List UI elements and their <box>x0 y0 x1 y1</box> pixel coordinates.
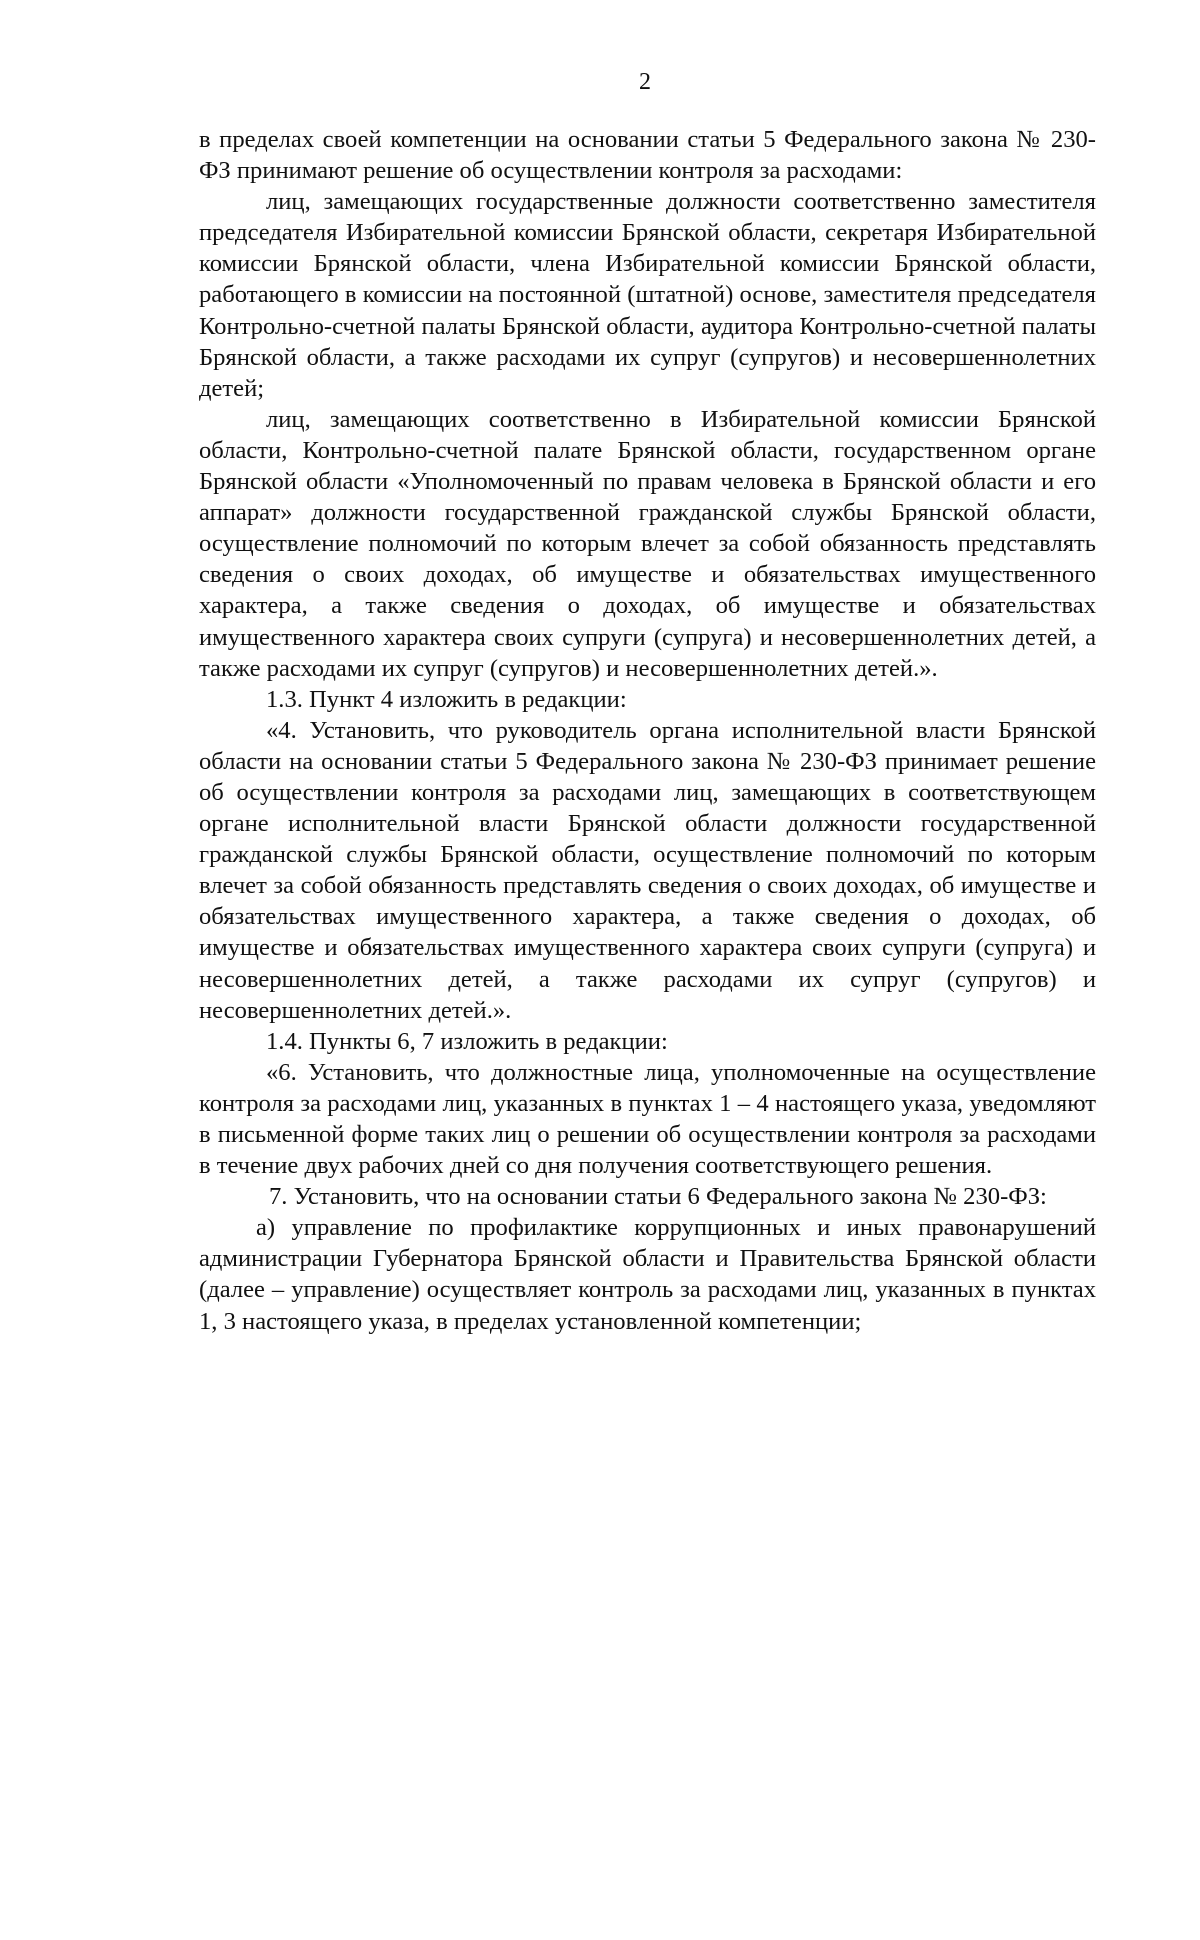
page-number: 2 <box>639 69 651 95</box>
paragraph-state-positions: лиц, замещающих государственные должности соответственно заместителя председателя Избирательной комиссии Брянской области, секретаря Избирательной комиссии Брянской области, члена Избирательной комиссии Брянской области, работающего в комиссии на постоянной (штатной) основе, заместителя председателя Контрольно-счетной палаты Брянской области, аудитора Контрольно-счетной палаты Брянской области, а также расходами их супруг (супругов) и несовершеннолетних детей; <box>199 188 1096 402</box>
paragraph-point-6: «6. Установить, что должностные лица, уполномоченные на осуществление контроля за расходами лиц, указанных в пунктах 1 – 4 настоящего указа, уведомляют в письменной форме таких лиц о решении об осуществлении контроля за расходами в течение двух рабочих дней со дня получения соответствующего решения. <box>199 1058 1096 1180</box>
paragraph-competence-intro: в пределах своей компетенции на основании статьи 5 Федерального закона № 230-ФЗ принимают решение об осуществлении контроля за расходами: <box>199 126 1096 185</box>
paragraph-item-1-4: 1.4. Пункты 6, 7 изложить в редакции: <box>266 1027 668 1055</box>
document-body <box>199 124 1096 1337</box>
paragraph-point-4: «4. Установить, что руководитель органа исполнительной власти Брянской области на основании статьи 5 Федерального закона № 230-ФЗ принимает решение об осуществлении контроля за расходами лиц, замещающих в соответствующем органе исполнительной власти Брянской области должности государственной гражданской службы Брянской области, осуществление полномочий по которым влечет за собой обязанность представлять сведения о своих доходах, об имуществе и обязательствах имущественного характера, а также сведения о доходах, об имуществе и обязательствах имущественного характера своих супруги (супруга) и несовершеннолетних детей, а также расходами их супруг (супругов) и несовершеннолетних детей.». <box>199 716 1096 1024</box>
paragraph-subpoint-a: а) управление по профилактике коррупционных и иных правонарушений администрации Губернатора Брянской области и Правительства Брянской области (далее – управление) осуществляет контроль за расходами лиц, указанных в пунктах 1, 3 настоящего указа, в пределах установленной компетенции; <box>199 1214 1096 1335</box>
paragraph-item-1-3: 1.3. Пункт 4 изложить в редакции: <box>266 685 627 713</box>
paragraph-point-7: 7. Установить, что на основании статьи 6 Федерального закона № 230-ФЗ: <box>269 1183 1047 1211</box>
paragraph-civil-service-positions: лиц, замещающих соответственно в Избирательной комиссии Брянской области, Контрольно-счетной палате Брянской области, государственном органе Брянской области «Уполномоченный по правам человека в Брянской области и его аппарат» должности государственной гражданской службы Брянской области, осуществление полномочий по которым влечет за собой обязанность представлять сведения о своих доходах, об имуществе и обязательствах имущественного характера, а также сведения о доходах, об имуществе и обязательствах имущественного характера своих супруги (супруга) и несовершеннолетних детей, а также расходами их супруг (супругов) и несовершеннолетних детей.». <box>199 405 1096 682</box>
